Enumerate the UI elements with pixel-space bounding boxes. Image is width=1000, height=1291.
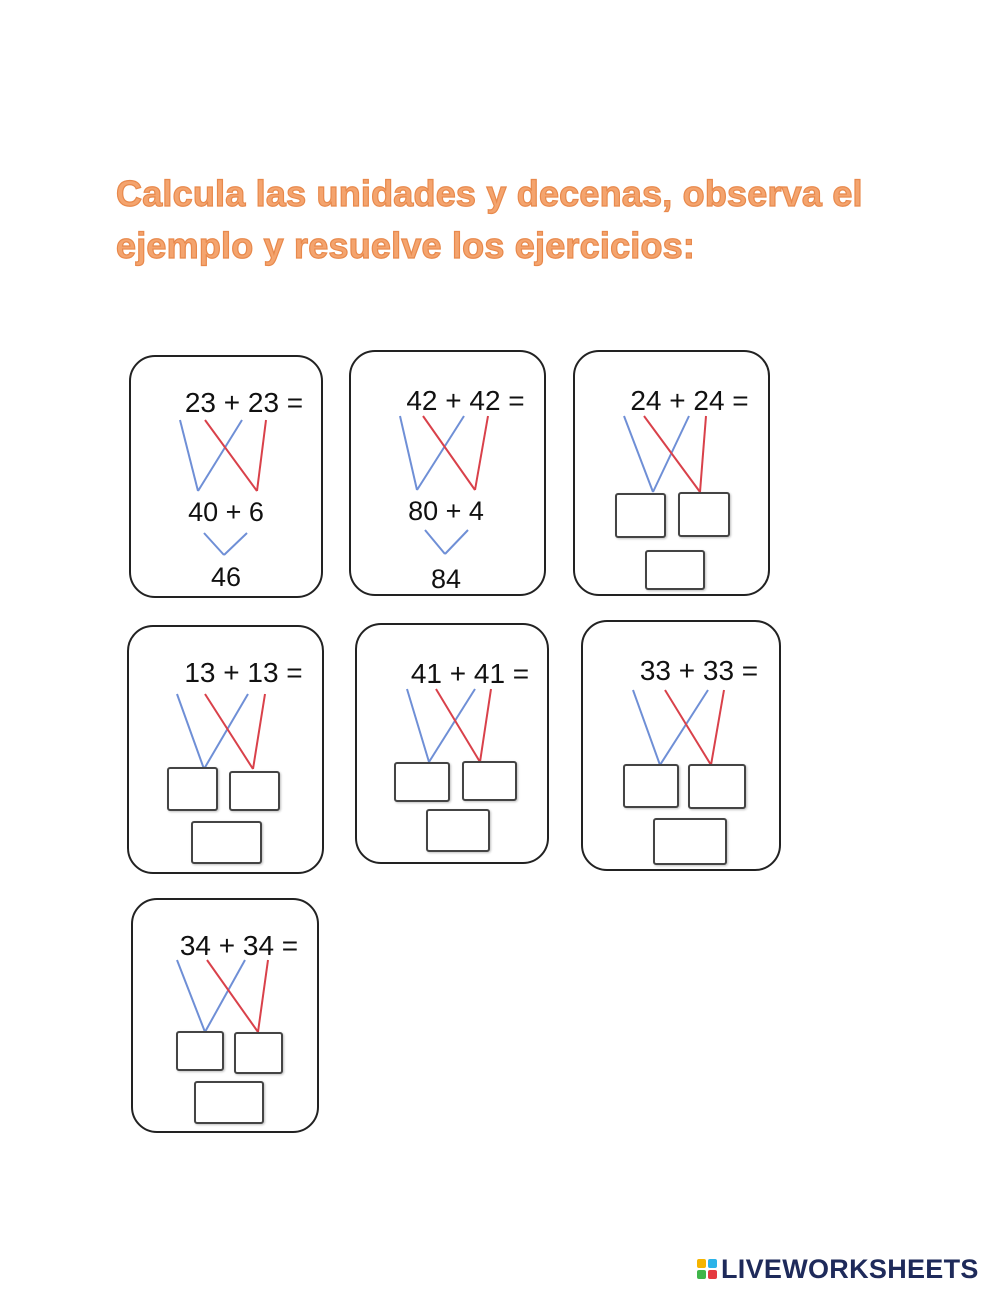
total-answer-input[interactable] — [426, 809, 490, 852]
instructions-line-1: Calcula las unidades y decenas, observa el — [116, 173, 863, 214]
tens-answer-input[interactable] — [615, 493, 666, 538]
exercise-card-4 — [581, 620, 781, 871]
total-answer-input[interactable] — [645, 550, 705, 590]
equation: 34 + 34 = — [179, 930, 299, 961]
tens-answer-input[interactable] — [167, 767, 218, 811]
tens-answer-input[interactable] — [176, 1031, 224, 1071]
total-answer-input[interactable] — [194, 1081, 264, 1124]
equation: 42 + 42 = — [406, 385, 525, 416]
instructions — [116, 168, 896, 272]
equation: 23 + 23 = — [184, 387, 304, 418]
equation: 41 + 41 = — [410, 658, 530, 689]
tens-answer-input[interactable] — [623, 764, 679, 808]
instructions-line-2: ejemplo y resuelve los ejercicios: — [116, 225, 696, 266]
example-card-1 — [129, 355, 323, 598]
exercise-card-1 — [573, 350, 770, 596]
example-card-2 — [349, 350, 546, 596]
tens-answer-input[interactable] — [394, 762, 450, 802]
units-answer-input[interactable] — [462, 761, 517, 801]
units-answer-input[interactable] — [678, 492, 730, 537]
units-answer-input[interactable] — [688, 764, 746, 809]
equation: 24 + 24 = — [630, 385, 749, 416]
partial-sum: 40 + 6 — [188, 497, 264, 527]
partial-sum: 80 + 4 — [408, 496, 484, 526]
liveworksheets-logo — [697, 1254, 979, 1284]
exercise-card-3 — [355, 623, 549, 864]
exercise-card-2 — [127, 625, 324, 874]
units-answer-input[interactable] — [234, 1032, 283, 1074]
equation: 33 + 33 = — [639, 655, 759, 686]
exercise-card-5 — [131, 898, 319, 1133]
logo-mark-icon — [697, 1259, 717, 1279]
total-answer-input[interactable] — [653, 818, 727, 865]
equation: 13 + 13 = — [184, 657, 303, 688]
units-answer-input[interactable] — [229, 771, 280, 811]
result: 46 — [210, 562, 242, 592]
total-answer-input[interactable] — [191, 821, 262, 864]
result: 84 — [430, 564, 462, 594]
logo-text: LIVEWORKSHEETS — [721, 1253, 979, 1284]
